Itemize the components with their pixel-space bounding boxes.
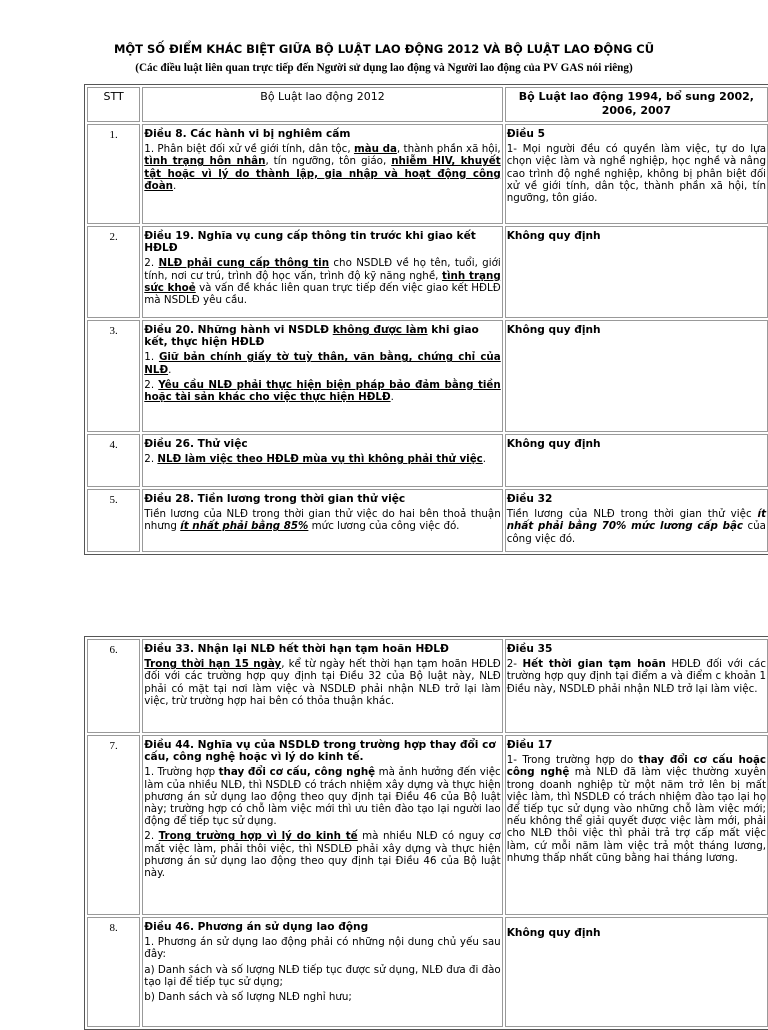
old-law-cell — [505, 639, 768, 733]
old-law-cell — [505, 124, 768, 224]
article-heading: Điều 26. Thử việc — [144, 438, 248, 450]
comparison-table-1 — [84, 84, 768, 555]
article-heading: Điều 33. Nhận lại NLĐ hết thời hạn tạm hoãn HĐLĐ — [144, 643, 449, 655]
table-row — [87, 434, 768, 487]
article-heading: Điều 28. Tiền lương trong thời gian thử việc — [144, 493, 406, 505]
article-text: 1- Trong trường hợp do thay đổi cơ cấu hoặc công nghệ mà NLĐ đã làm việc thường xuyên trong doanh nghiệp từ một năm trở lên bị mất việc làm, thì NSDLĐ có trách nhiệm đào tạo lại họ để tiếp tục sử dụng vào những chỗ làm việc mới; nếu không thể giải quyết được việc làm mới, phải cho NLĐ thôi việc thì phải trả trợ cấp mất việc làm, cứ mỗi năm làm việc trả một tháng lương, nhưng thấp nhất cũng bằng hai tháng lương. — [506, 754, 766, 864]
article-text: 2. NLĐ làm việc theo HĐLĐ mùa vụ thì không phải thử việc. — [144, 453, 487, 466]
article-heading: Điều 5 — [506, 128, 546, 140]
row-number: 5. — [87, 489, 140, 552]
row-number: 6. — [87, 639, 140, 733]
article-text: Tiền lương của NLĐ trong thời gian thử việc ít nhất phải bằng 70% mức lương cấp bậc của công việc đó. — [506, 508, 766, 545]
row-number: 4. — [87, 434, 140, 487]
article-heading: Điều 19. Nghĩa vụ cung cấp thông tin trước khi giao kết HĐLĐ — [144, 230, 476, 255]
document-title: MỘT SỐ ĐIỂM KHÁC BIỆT GIỮA BỘ LUẬT LAO ĐỘNG 2012 VÀ BỘ LUẬT LAO ĐỘNG CŨ — [113, 42, 655, 56]
article-heading: Điều 35 — [506, 643, 553, 655]
table-row — [87, 917, 768, 1027]
old-law-cell — [505, 489, 768, 552]
article-text: 1. Phân biệt đối xử về giới tính, dân tộc, màu da, thành phần xã hội, tình trạng hôn nhân, tín ngưỡng, tôn giáo, nhiễm HIV, khuyết tật hoặc vì lý do thành lập, gia nhập và hoạt động công đoàn. — [144, 143, 501, 192]
table-row — [87, 735, 768, 915]
article-heading: Điều 32 — [506, 493, 553, 505]
old-law-cell — [505, 434, 768, 487]
old-law-cell — [505, 226, 768, 318]
article-heading: Không quy định — [506, 927, 601, 939]
article-text: a) Danh sách và số lượng NLĐ tiếp tục được sử dụng, NLĐ đưa đi đào tạo lại để tiếp tục sử dụng; — [144, 963, 501, 988]
new-law-cell — [142, 735, 502, 915]
new-law-cell — [142, 320, 502, 432]
row-number: 2. — [87, 226, 140, 318]
new-law-cell — [142, 639, 502, 733]
new-law-cell — [142, 489, 502, 552]
row-number: 3. — [87, 320, 140, 432]
row-number: 8. — [87, 917, 140, 1027]
new-law-cell — [142, 226, 502, 318]
article-text: b) Danh sách và số lượng NLĐ nghỉ hưu; — [144, 991, 352, 1004]
article-heading: Không quy định — [506, 230, 601, 242]
article-heading: Điều 17 — [506, 739, 553, 751]
table-row — [87, 320, 768, 432]
new-law-cell — [142, 434, 502, 487]
article-text: 1- Mọi người đều có quyền làm việc, tự do lựa chọn việc làm và nghề nghiệp, học nghề và nâng cao trình độ nghề nghiệp, không bị phân biệt đối xử về giới tính, dân tộc, thành phần xã hội, tín ngưỡng, tôn giáo. — [506, 143, 766, 205]
old-law-cell — [505, 735, 768, 915]
article-text: Trong thời hạn 15 ngày, kể từ ngày hết thời hạn tạm hoãn HĐLĐ đối với các trường hợp quy định tại Điều 32 của Bộ luật này, NLĐ phải có mặt tại nơi làm việc và NSDLĐ phải nhận NLĐ trở lại làm việc, trừ trường hợp hai bên có thỏa thuận khác. — [144, 658, 501, 707]
row-number: 1. — [87, 124, 140, 224]
article-text: 2. Yêu cầu NLĐ phải thực hiện biện pháp bảo đảm bằng tiền hoặc tài sản khác cho việc thực hiện HĐLĐ. — [144, 378, 501, 404]
header-old-law: Bộ Luật lao động 1994, bổ sung 2002, 2006, 2007 — [505, 87, 768, 122]
new-law-cell — [142, 917, 502, 1027]
row-number: 7. — [87, 735, 140, 915]
header-stt: STT — [87, 87, 140, 122]
table-row — [87, 639, 768, 733]
article-text: 1. Giữ bản chính giấy tờ tuỳ thân, văn bằng, chứng chỉ của NLĐ. — [144, 351, 501, 376]
article-text: 2. NLĐ phải cung cấp thông tin cho NSDLĐ về họ tên, tuổi, giới tính, nơi cư trú, trình độ học vấn, trình độ kỹ năng nghề, tình trạng sức khoẻ và vấn đề khác liên quan trực tiếp đến việc giao kết HĐLĐ mà NSDLĐ yêu cầu. — [144, 257, 501, 307]
article-heading: Không quy định — [506, 324, 601, 336]
article-text: 1. Trường hợp thay đổi cơ cấu, công nghệ mà ảnh hưởng đến việc làm của nhiều NLĐ, thì NSDLĐ có trách nhiệm xây dựng và thực hiện phương án sử dụng lao động theo quy định tại Điều 46 của Bộ luật này; trường hợp có chỗ làm việc mới thì ưu tiên đào tạo lại người lao động để tiếp tục sử dụng. — [144, 766, 501, 828]
article-heading: Điều 46. Phương án sử dụng lao động — [144, 921, 369, 933]
document-subtitle: (Các điều luật liên quan trực tiếp đến Người sử dụng lao động và Người lao động của PV GAS nói riêng) — [135, 62, 633, 74]
table-header-row — [87, 87, 768, 122]
article-text: 2. Trong trường hợp vì lý do kinh tế mà nhiều NLĐ có nguy cơ mất việc làm, phải thôi việc, thì NSDLĐ phải xây dựng và thực hiện phương án sử dụng lao động theo quy định tại Điều 46 của Bộ luật này. — [144, 830, 501, 880]
article-text: 1. Phương án sử dụng lao động phải có những nội dung chủ yếu sau đây: — [144, 936, 501, 961]
new-law-cell — [142, 124, 502, 224]
old-law-cell — [505, 320, 768, 432]
article-text: Tiền lương của NLĐ trong thời gian thử việc do hai bên thoả thuận nhưng ít nhất phải bằng 85% mức lương của công việc đó. — [144, 508, 501, 533]
article-heading: Điều 8. Các hành vi bị nghiêm cấm — [144, 128, 351, 140]
article-heading: Điều 44. Nghĩa vụ của NSDLĐ trong trường hợp thay đổi cơ cấu, công nghệ hoặc vì lý do kinh tế. — [144, 739, 496, 764]
table-row — [87, 489, 768, 552]
article-heading: Điều 20. Những hành vi NSDLĐ không được làm khi giao kết, thực hiện HĐLĐ — [144, 324, 479, 349]
old-law-cell — [505, 917, 768, 1027]
article-heading: Không quy định — [506, 438, 601, 450]
article-text: 2- Hết thời gian tạm hoãn HĐLĐ đối với các trường hợp quy định tại điểm a và điểm c khoản 1 Điều này, NSDLĐ phải nhận NLĐ trở lại làm việc. — [506, 658, 766, 695]
comparison-table-2 — [84, 636, 768, 1030]
table-row — [87, 226, 768, 318]
table-row — [87, 124, 768, 224]
header-new-law: Bộ Luật lao động 2012 — [142, 87, 502, 122]
